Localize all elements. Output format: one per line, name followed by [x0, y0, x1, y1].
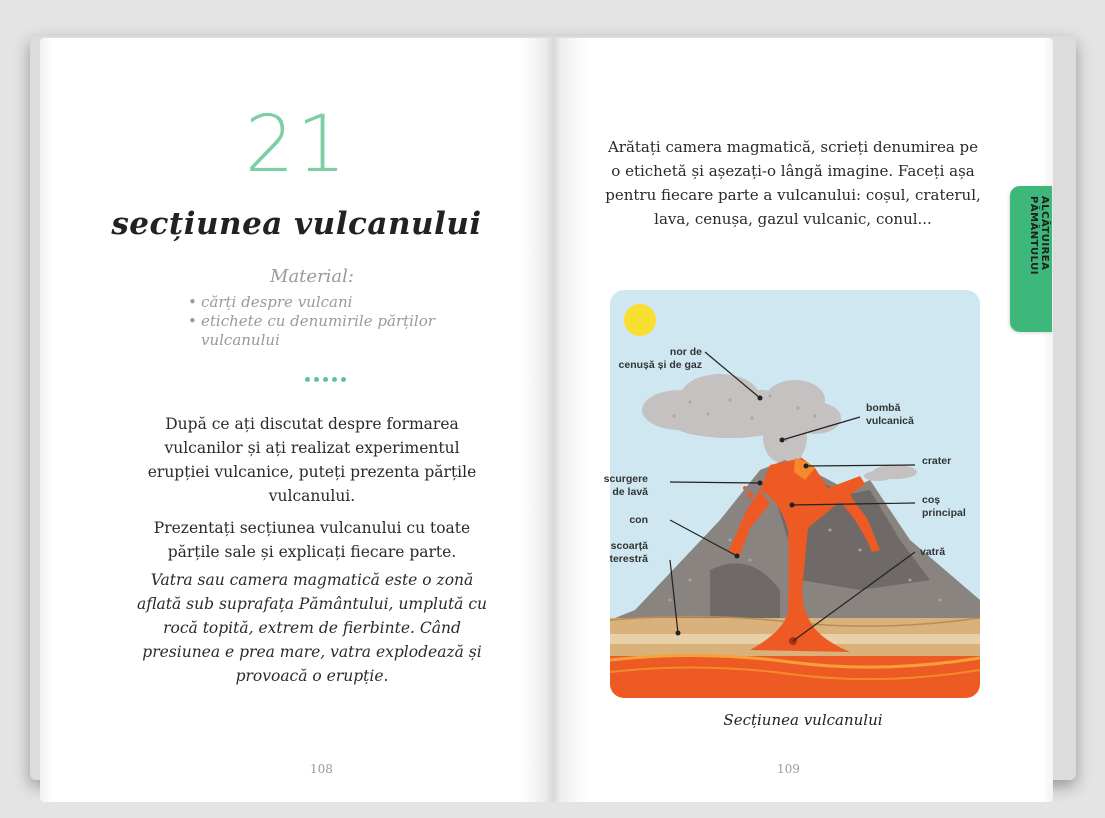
label-ash-cloud-1: nor de — [669, 346, 702, 358]
material-block — [188, 266, 448, 350]
material-item: • etichete cu denumirile părților vulcanului — [188, 312, 448, 350]
label-volcanic-bomb-2: vulcanică — [866, 415, 914, 427]
page-number-left: 108 — [310, 762, 333, 776]
decorative-dots — [305, 377, 346, 382]
intro-paragraph: După ce ați discutat despre formarea vulcanilor și ați realizat experimentul erupției vulcanice, puteți prezenta părțile vulcanului. — [147, 415, 477, 505]
section-tab-label: ALCĂTUIREA PĂMÂNTULUI — [1028, 196, 1050, 275]
label-lava-flow-2: de lavă — [612, 486, 648, 498]
instructions-paragraph: Arătați camera magmatică, scrieți denumirea pe o etichetă și așezați-o lângă imagine. Faceți așa pentru fiecare parte a vulcanului: coșul, craterul, lava, cenușa, gazul vulcanic, conul... — [605, 138, 981, 228]
material-list — [188, 293, 448, 350]
label-ash-cloud-2: cenușă și de gaz — [618, 359, 702, 371]
label-crust-2: terestră — [609, 553, 648, 565]
material-label: Material: — [270, 266, 354, 287]
sun-icon — [624, 304, 656, 336]
label-magma-chamber: vatră — [920, 546, 946, 558]
label-main-vent-1: coș — [922, 494, 941, 506]
label-cone: con — [629, 514, 648, 526]
material-item: • cărți despre vulcani — [188, 293, 448, 312]
left-page — [40, 38, 553, 802]
instruction-paragraph: Prezentați secțiunea vulcanului cu toate părțile sale și explicați fiecare parte. — [153, 519, 471, 561]
chapter-title: secțiunea vulcanului — [111, 206, 482, 242]
figure-caption: Secțiunea vulcanului — [723, 711, 883, 729]
page-number-right: 109 — [777, 762, 800, 776]
label-crust-1: scoarță — [610, 540, 648, 552]
chapter-number: 21 — [244, 100, 349, 190]
label-volcanic-bomb-1: bombă — [866, 402, 901, 414]
label-main-vent-2: principal — [922, 507, 966, 519]
explanation-paragraph: Vatra sau camera magmatică este o zonă aflată sub suprafața Pământului, umplută cu rocă topită, extrem de fierbinte. Când presiunea e prea mare, vatra explodează și provoacă o erupție. — [136, 571, 488, 685]
volcano-diagram — [603, 290, 982, 700]
label-crater: crater — [922, 455, 952, 467]
section-tab[interactable] — [1010, 186, 1052, 332]
volcano-illustration — [603, 290, 982, 704]
label-lava-flow-1: scurgere — [603, 473, 648, 485]
